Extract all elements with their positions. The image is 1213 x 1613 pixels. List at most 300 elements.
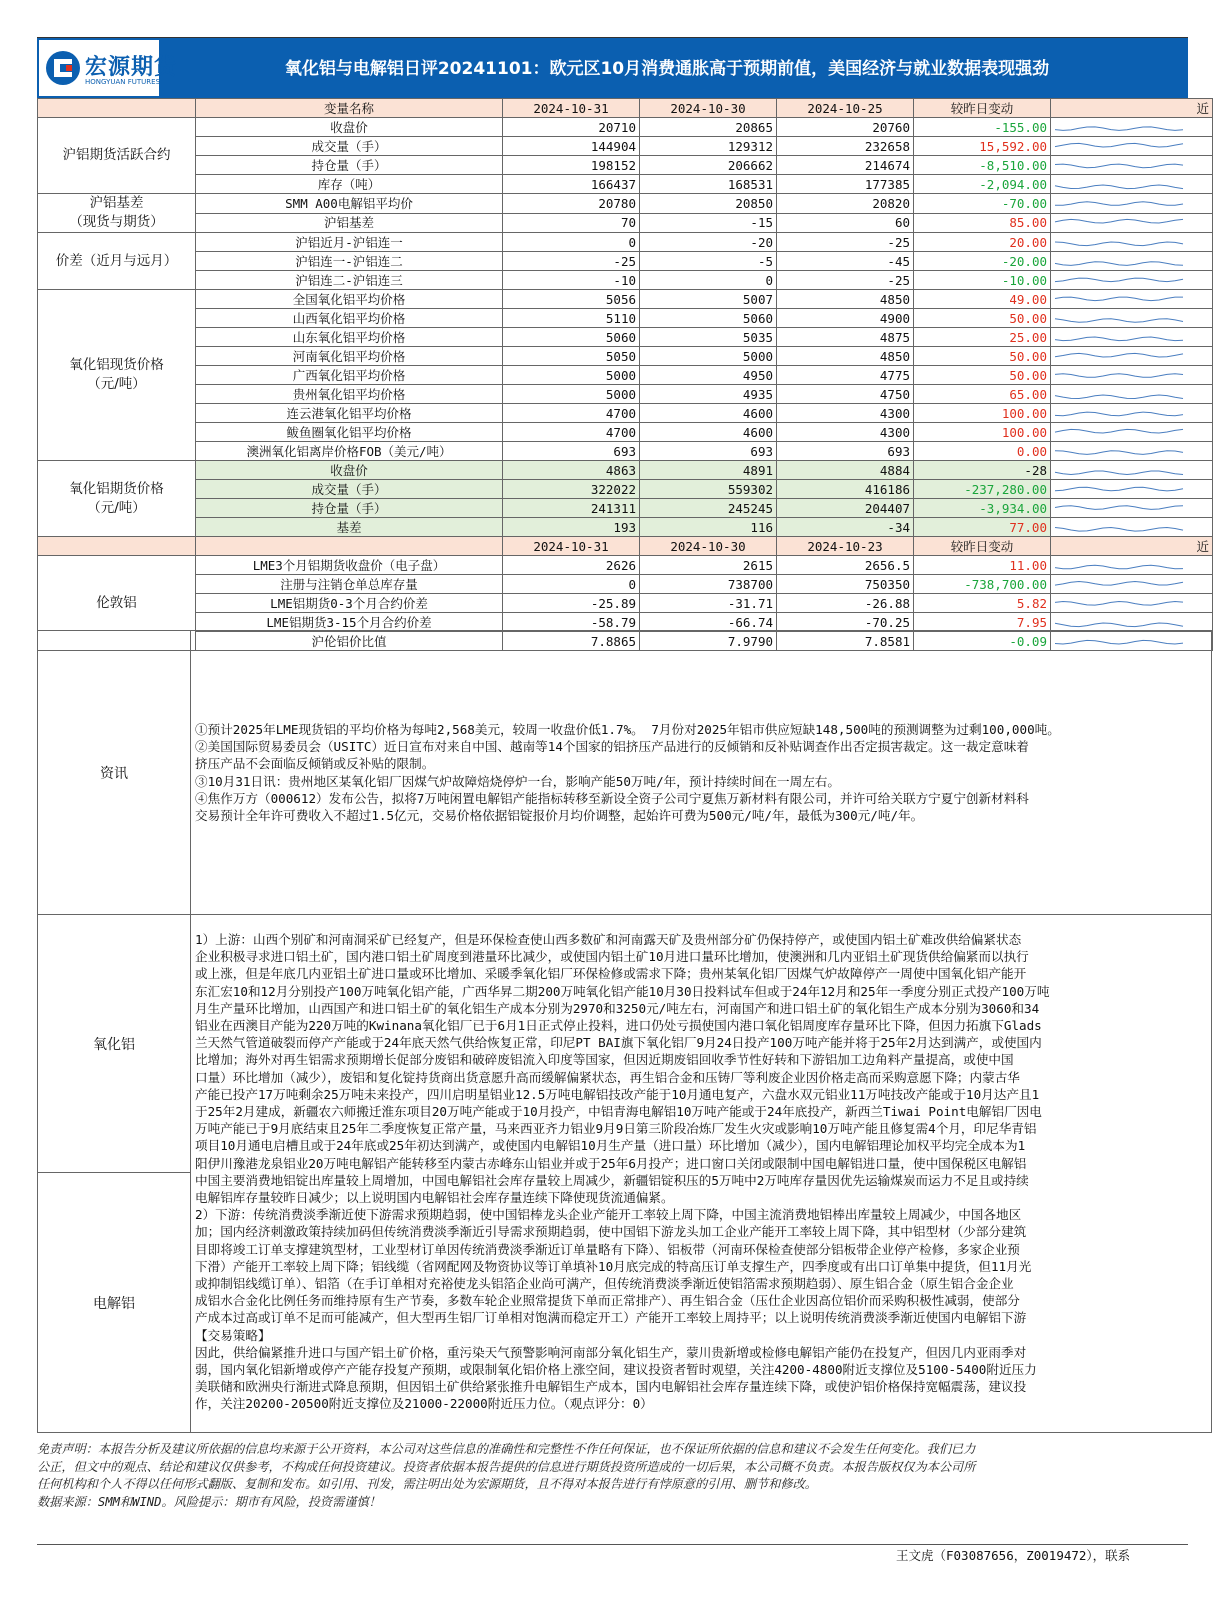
value-date1: 4863 [503, 461, 640, 480]
logo-chinese-name: 宏源期货 [85, 55, 178, 80]
value-date2: -31.71 [640, 594, 777, 613]
change-value: -28 [914, 461, 1051, 480]
alumina-line: 口量）环比增加（减少），废铝和复化锭持货商出货意愿升高而缓解偏紧状态，再生铝合金和压铸厂等利废企业因价格走高而采购意愿下降；内蒙古华 [195, 1069, 1020, 1085]
disclaimer-line: 免责声明：本报告分析及建议所依据的信息均来源于公开资料，本公司对这些信息的准确性和完整性不作任何保证，也不保证所依据的信息和建议不会发生任何变化。我们已力 [37, 1442, 976, 1456]
header-change: 较昨日变动 [914, 99, 1051, 118]
table-row [38, 613, 1213, 632]
sparkline-icon [1051, 253, 1211, 270]
trend-sparkline [1051, 252, 1213, 271]
sparkline-path [1055, 242, 1183, 246]
trend-sparkline [1051, 271, 1213, 290]
aluminium-line: 电解铝库存量较昨日减少；以上说明国内电解铝社会库存量连续下降使现货流通偏紧。 [195, 1190, 674, 1206]
table-row [38, 366, 1213, 385]
alumina-line: 1）上游：山西个别矿和河南洞采矿已经复产，但是环保检查使山西多数矿和河南露天矿及贵州部分矿仍保持停产，或使国内铝土矿难改供给偏紧状态 [195, 932, 1022, 947]
value-date1: -10 [503, 271, 640, 290]
variable-name: LME铝期货3-15个月合约价差 [196, 613, 503, 632]
alumina-line: 比增加；海外对再生铝需求预期增长促部分废铝和破碎废铝流入印度等国家，但因近期废铝回收季节性好转和下游铝加工边角料产量提高，或使中国 [195, 1052, 1014, 1068]
sparkline-icon [1051, 195, 1211, 212]
header-row [38, 99, 1213, 118]
sparkline-path [1055, 261, 1183, 265]
value-date1: -25 [503, 252, 640, 271]
report-title: 氧化铝与电解铝日评20241101：欧元区10月消费通胀高于预期前值，美国经济与就业数据表现强劲 [284, 59, 1050, 79]
sparkline-path [1055, 318, 1183, 322]
sparkline-path [1055, 487, 1183, 491]
value-date3: 7.8581 [777, 632, 914, 651]
header-change: 较昨日变动 [914, 537, 1051, 556]
value-date1: 5050 [503, 347, 640, 366]
value-date1: 241311 [503, 499, 640, 518]
variable-name: 澳洲氧化铝离岸价格FOB（美元/吨） [196, 442, 503, 461]
change-value: 50.00 [914, 366, 1051, 385]
value-date3: -70.25 [777, 613, 914, 632]
header-blank [38, 99, 196, 118]
data-table [37, 98, 1213, 651]
trend-sparkline [1051, 442, 1213, 461]
sparkline-path [1055, 353, 1183, 357]
alumina-line: 项目10月通电启槽且或于24年底或25年初达到满产，或使国内电解铝10月生产量（进口量）环比增加（减少），国内电解铝理论加权平均完全成本为1 [195, 1138, 1026, 1154]
value-date3: 693 [777, 442, 914, 461]
group-label: 沪铝基差 （现货与期货） [38, 194, 196, 233]
trend-sparkline [1051, 404, 1213, 423]
trend-sparkline [1051, 213, 1213, 233]
news-cell [191, 631, 1212, 915]
aluminium-line: 或抑制铝线缆订单）、铝箔（在手订单相对充裕使龙头铝箔企业尚可满产，但传统消费淡季渐近使铝箔需求预期趋弱）、原生铝合金（原生铝合金企业 [195, 1276, 1014, 1292]
alumina-line: 产能已投产17万吨剩余25万吨未来投产，四川启明星铝业12.5万吨电解铝技改产能于10月通电复产，六盘水双元铝业11万吨技改产能或于10月达产且1 [195, 1086, 1040, 1102]
group-label: 伦敦铝 [38, 556, 196, 651]
sparkline-path [1055, 601, 1183, 605]
sparkline-icon [1051, 138, 1211, 155]
disclaimer-line: 公正，但文中的观点、结论和建议仅供参考，不构成任何投资建议。投资者依据本报告提供的信息进行期货投资所造成的一切后果，本公司概不负责。本报告版权仅为本公司所 [37, 1459, 976, 1474]
company-logo [39, 40, 178, 96]
sparkline-path [1055, 429, 1183, 433]
value-date3: 177385 [777, 175, 914, 194]
news-line: ①预计2025年LME现货铝的平均价格为每吨2,568美元，较周一收盘价低1.7%。 7月份对2025年铝市供应短缺148,500吨的预测调整为过剩100,000吨。 [195, 721, 1060, 737]
header-blank [38, 537, 196, 556]
trend-sparkline [1051, 385, 1213, 404]
group-label: 氧化铝现货价格 （元/吨） [38, 290, 196, 461]
sparkline-path [1055, 395, 1183, 399]
change-value: 11.00 [914, 556, 1051, 575]
sparkline-path [1055, 471, 1183, 475]
value-date3: 204407 [777, 499, 914, 518]
value-date1: 0 [503, 233, 640, 252]
aluminium-line: 目即将竣工订单支撑建筑型材，工业型材订单因传统消费淡季渐近订单量略有下降）、铝板带（河南环保检查使部分铝板带企业停产检修，多家企业预 [195, 1241, 1020, 1257]
trend-sparkline [1051, 423, 1213, 442]
sparkline-icon [1051, 157, 1211, 174]
sparkline-icon [1051, 272, 1211, 289]
value-date2: 116 [640, 518, 777, 537]
news-line: ②美国国际贸易委员会（USITC）近日宣布对来自中国、越南等14个国家的铝挤压产品进行的反倾销和反补贴调查作出否定损害裁定。这一裁定意味着 [195, 739, 1029, 755]
disclaimer-line: 数据来源：SMM和WIND。风险提示：期市有风险，投资需谨慎！ [37, 1494, 381, 1509]
value-date1: 70 [503, 213, 640, 233]
table-row [38, 309, 1213, 328]
sparkline-icon [1051, 329, 1211, 346]
trend-sparkline [1051, 480, 1213, 499]
header-variable-name [196, 537, 503, 556]
trend-sparkline [1051, 175, 1213, 194]
value-date2: 4891 [640, 461, 777, 480]
variable-name: 收盘价 [196, 118, 503, 137]
value-date3: 4850 [777, 347, 914, 366]
value-date1: -58.79 [503, 613, 640, 632]
sparkline-icon [1051, 500, 1211, 517]
value-date3: 4300 [777, 423, 914, 442]
value-date3: -25 [777, 233, 914, 252]
value-date2: 20865 [640, 118, 777, 137]
value-date3: 4300 [777, 404, 914, 423]
value-date1: 5060 [503, 328, 640, 347]
value-date2: 20850 [640, 194, 777, 214]
table-row [38, 461, 1213, 480]
value-date3: 4900 [777, 309, 914, 328]
table-row [38, 118, 1213, 137]
value-date3: 4884 [777, 461, 914, 480]
sparkline-icon [1051, 424, 1211, 441]
change-value: 49.00 [914, 290, 1051, 309]
change-value: 20.00 [914, 233, 1051, 252]
change-value: -155.00 [914, 118, 1051, 137]
sparkline-icon [1051, 405, 1211, 422]
sparkline-path [1055, 278, 1183, 282]
variable-name: 全国氧化铝平均价格 [196, 290, 503, 309]
value-date1: -25.89 [503, 594, 640, 613]
alumina-line: 或上涨，但是年底几内亚铝土矿进口量或环比增加、采暖季氧化铝厂环保检修或需求下降；贵州某氧化铝厂因煤气炉故障停产一周使中国氧化铝产能开 [195, 966, 1027, 982]
sparkline-icon [1051, 310, 1211, 327]
table-row [38, 442, 1213, 461]
value-date1: 4700 [503, 423, 640, 442]
value-date1: 2626 [503, 556, 640, 575]
table-row [38, 213, 1213, 233]
sparkline-icon [1051, 348, 1211, 365]
footer-rule [37, 1544, 1188, 1545]
value-date1: 198152 [503, 156, 640, 175]
table-row [38, 480, 1213, 499]
alumina-line: 兰天然气管道破裂而停产产能或于24年底天然气供给恢复正常，印尼PT BAI旗下氧化铝厂9月24日投产100万吨产能并将于25年2月达到满产，或使国内 [195, 1035, 1042, 1051]
variable-name: 沪铝连一-沪铝连二 [196, 252, 503, 271]
value-date2: 4600 [640, 423, 777, 442]
value-date1: 5000 [503, 385, 640, 404]
trend-sparkline [1051, 347, 1213, 366]
trend-sparkline [1051, 556, 1213, 575]
aluminium-line: 因此，供给偏紧推升进口与国产铝土矿价格，重污染天气预警影响河南部分氧化铝生产，蒙川贵新增或检修电解铝产能仍在投复产，但因几内亚雨季对 [195, 1344, 1027, 1360]
trend-sparkline [1051, 461, 1213, 480]
logo-english-name: HONGYUAN FUTURES [85, 78, 161, 86]
sparkline-path [1055, 297, 1183, 301]
variable-name: 基差 [196, 518, 503, 537]
sparkline-path [1055, 337, 1183, 341]
value-date1: 20780 [503, 194, 640, 214]
trend-sparkline [1051, 137, 1213, 156]
value-date2: 245245 [640, 499, 777, 518]
sparkline-icon [1051, 462, 1211, 479]
change-value: -20.00 [914, 252, 1051, 271]
table-row [38, 194, 1213, 214]
trend-sparkline [1051, 328, 1213, 347]
trend-sparkline [1051, 366, 1213, 385]
value-date2: 129312 [640, 137, 777, 156]
aluminium-line: 产成本过高或订单不足而可能减产，但大型再生铝厂订单相对饱满而稳定开工）产能开工率较上周持平；以上说明传统消费淡季渐近使国内电解铝下游 [195, 1310, 1027, 1326]
alumina-line: 万吨产能已于9月底结束且25年二季度恢复正常产量，马来西亚齐力铝业9月9日第三阶段冶炼厂发生火灾或影响10万吨产能且修复需4个月，印尼华青铝 [195, 1121, 1037, 1137]
change-value: 25.00 [914, 328, 1051, 347]
table-row [38, 156, 1213, 175]
variable-name: 山西氧化铝平均价格 [196, 309, 503, 328]
value-date3: 214674 [777, 156, 914, 175]
news-line: 挤压产品不会面临反倾销或反补贴的限制。 [195, 756, 435, 772]
sparkline-icon [1051, 481, 1211, 498]
variable-name: 沪铝基差 [196, 213, 503, 233]
value-date3: 750350 [777, 575, 914, 594]
trend-sparkline [1051, 233, 1213, 252]
variable-name: 库存（吨） [196, 175, 503, 194]
sparkline-path [1055, 126, 1183, 129]
alumina-line: 月生产量环比增加，山西国产和进口铝土矿的氧化铝生产成本分别为2970和3250元/吨左右，河南国产和进口铝土矿的氧化铝生产成本分别为3060和34 [195, 1000, 1040, 1016]
group-label: 价差（近月与远月） [38, 233, 196, 290]
sparkline-path [1055, 450, 1183, 454]
aluminium-line: 中国主要消费地铝锭出库量较上周增加，中国电解铝社会库存量较上周减少，新疆铝锭积压的5万吨中2万吨库存量因优先运输煤炭而运力不足且或持续 [195, 1172, 1029, 1188]
change-value: 65.00 [914, 385, 1051, 404]
header-date: 2024-10-30 [640, 537, 777, 556]
aluminium-label: 电解铝 [38, 1173, 191, 1433]
variable-name: 广西氧化铝平均价格 [196, 366, 503, 385]
analysis-text [192, 931, 1213, 1413]
sparkline-path [1055, 581, 1183, 585]
sparkline-icon [1051, 614, 1211, 631]
header-variable-name: 变量名称 [196, 99, 503, 118]
change-value: 100.00 [914, 423, 1051, 442]
sparkline-icon [1051, 519, 1211, 536]
table-row [38, 137, 1213, 156]
value-date3: 232658 [777, 137, 914, 156]
variable-name: 鲅鱼圈氧化铝平均价格 [196, 423, 503, 442]
value-date1: 693 [503, 442, 640, 461]
value-date1: 5110 [503, 309, 640, 328]
change-value: 15,592.00 [914, 137, 1051, 156]
news-line: ④焦作万方（000612）发布公告，拟将7万吨闲置电解铝产能指标转移至新设全资子公司宁夏焦万新材料有限公司，并许可给关联方宁夏宁创新材料科 [195, 790, 1029, 806]
trend-sparkline [1051, 594, 1213, 613]
change-value: 0.00 [914, 442, 1051, 461]
table-row [38, 575, 1213, 594]
value-date3: 20760 [777, 118, 914, 137]
variable-name: 贵州氧化铝平均价格 [196, 385, 503, 404]
sparkline-icon [1051, 234, 1211, 251]
change-value: -70.00 [914, 194, 1051, 214]
trend-sparkline [1051, 156, 1213, 175]
table-row [38, 404, 1213, 423]
value-date2: 738700 [640, 575, 777, 594]
variable-name: LME3个月铝期货收盘价（电子盘） [196, 556, 503, 575]
sparkline-path [1055, 623, 1183, 627]
value-date3: -45 [777, 252, 914, 271]
table-row [38, 290, 1213, 309]
sparkline-path [1055, 505, 1183, 509]
table-row [38, 175, 1213, 194]
value-date1: 5000 [503, 366, 640, 385]
table-row [38, 252, 1213, 271]
report-header [37, 37, 1188, 98]
commentary-table [37, 630, 1212, 1433]
value-date2: 7.9790 [640, 632, 777, 651]
company-logo-icon [44, 45, 82, 91]
aluminium-line: 下滑）产能开工率较上周下降；铝线缆（省网配网及物资协议等订单填补10月底完成的特高压订单支撑生产，四季度或有出口订单集中提货，但11月光 [195, 1258, 1032, 1274]
sparkline-icon [1051, 367, 1211, 384]
header-date: 2024-10-31 [503, 99, 640, 118]
value-date1: 4700 [503, 404, 640, 423]
header-trend: 近 [1051, 99, 1213, 118]
sparkline-icon [1051, 291, 1211, 308]
table-row [38, 594, 1213, 613]
variable-name: SMM A00电解铝平均价 [196, 194, 503, 214]
alumina-line: 企业积极寻求进口铝土矿，国内港口铝土矿周度到港量环比减少，或使国内铝土矿10月进口量环比增加，使澳洲和几内亚铝土矿现货供给偏紧而以执行 [195, 949, 1029, 965]
value-date2: -15 [640, 213, 777, 233]
table-row [38, 499, 1213, 518]
news-line: ③10月31日讯：贵州地区某氧化铝厂因煤气炉故障焙烧停炉一台，影响产能50万吨/年，预计持续时间在一周左右。 [195, 773, 840, 789]
aluminium-line: 2）下游：传统消费淡季渐近使下游需求预期趋弱，使中国铝棒龙头企业产能开工率较上周下降，中国主流消费地铝棒出库量较上周减少，中国各地区 [195, 1207, 1022, 1223]
value-date1: 20710 [503, 118, 640, 137]
variable-name: 持仓量（手） [196, 499, 503, 518]
value-date2: -5 [640, 252, 777, 271]
sparkline-icon [1051, 386, 1211, 403]
group-label: 沪铝期货活跃合约 [38, 118, 196, 194]
table-row [38, 271, 1213, 290]
sparkline-path [1055, 373, 1183, 377]
value-date2: 4600 [640, 404, 777, 423]
value-date2: 0 [640, 271, 777, 290]
header-row [38, 537, 1213, 556]
value-date2: 559302 [640, 480, 777, 499]
value-date1: 7.8865 [503, 632, 640, 651]
value-date3: -34 [777, 518, 914, 537]
value-date3: 4775 [777, 366, 914, 385]
analysis-cell [191, 915, 1212, 1433]
table-row [38, 423, 1213, 442]
variable-name: 持仓量（手） [196, 156, 503, 175]
value-date2: 5035 [640, 328, 777, 347]
header-date: 2024-10-31 [503, 537, 640, 556]
value-date2: -66.74 [640, 613, 777, 632]
sparkline-path [1055, 220, 1183, 224]
table-row [38, 233, 1213, 252]
disclaimer [37, 1441, 1188, 1511]
value-date2: 4935 [640, 385, 777, 404]
variable-name: LME铝期货0-3个月合约价差 [196, 594, 503, 613]
aluminium-line: 美联储和欧洲央行渐进式降息预期，但因铝土矿供给紧张推升电解铝生产成本，国内电解铝社会库存量连续下降，或使沪铝价格保持宽幅震荡，建议投 [195, 1379, 1027, 1395]
sparkline-icon [1051, 576, 1211, 593]
aluminium-line: 弱，国内氧化铝新增或停产产能存投复产预期，或限制氧化铝价格上涨空间，建议投资者暂时观望，关注4200-4800附近支撑位及5100-5400附近压力 [195, 1362, 1037, 1378]
trend-sparkline [1051, 194, 1213, 214]
value-date1: 0 [503, 575, 640, 594]
header-date: 2024-10-25 [777, 99, 914, 118]
news-line: 交易预计全年许可费收入不超过1.5亿元，交易价格依据铝锭报价月均价调整，起始许可费为500元/吨/年，最低为300元/吨/年。 [195, 807, 924, 823]
change-value: -237,280.00 [914, 480, 1051, 499]
header-trend: 近 [1051, 537, 1213, 556]
news-label: 资讯 [38, 631, 191, 915]
value-date2: 5007 [640, 290, 777, 309]
value-date3: 4875 [777, 328, 914, 347]
sparkline-path [1055, 202, 1183, 206]
change-value: 50.00 [914, 347, 1051, 366]
value-date2: 5060 [640, 309, 777, 328]
aluminium-line: 成铝水合金化比例任务而维持原有生产节奏，多数车轮企业照常提货下单而正常排产）、再生铝合金（压仕企业因高位铝价而采购积极性减弱，使部分 [195, 1293, 1020, 1309]
sparkline-icon [1051, 443, 1211, 460]
variable-name: 沪铝连二-沪铝连三 [196, 271, 503, 290]
trend-sparkline [1051, 518, 1213, 537]
variable-name: 收盘价 [196, 461, 503, 480]
variable-name: 河南氧化铝平均价格 [196, 347, 503, 366]
alumina-line: 铝业在西澳目产能为220万吨的Kwinana氧化铝厂已于6月1日正式停止投料，进口仍处亏损使国内港口氧化铝周度库存量环比下降，但因力拓旗下Glads [195, 1018, 1042, 1034]
header-date: 2024-10-23 [777, 537, 914, 556]
value-date3: 416186 [777, 480, 914, 499]
value-date2: 693 [640, 442, 777, 461]
change-value: -0.09 [914, 632, 1051, 651]
trend-sparkline [1051, 290, 1213, 309]
value-date3: 4750 [777, 385, 914, 404]
change-value: 7.95 [914, 613, 1051, 632]
sparkline-icon [1051, 176, 1211, 193]
value-date3: 20820 [777, 194, 914, 214]
change-value: -3,934.00 [914, 499, 1051, 518]
trend-sparkline [1051, 309, 1213, 328]
sparkline-icon [1051, 214, 1211, 231]
aluminium-line: 加；国内经济刺激政策持续加码但传统消费淡季渐近引导需求预期趋弱，使中国铝下游龙头加工企业产能开工率较上周下降，其中铝型材（少部分建筑 [195, 1224, 1027, 1240]
value-date1: 193 [503, 518, 640, 537]
trend-sparkline [1051, 118, 1213, 137]
change-value: -738,700.00 [914, 575, 1051, 594]
value-date1: 144904 [503, 137, 640, 156]
table-row [38, 385, 1213, 404]
value-date2: 2615 [640, 556, 777, 575]
change-value: 50.00 [914, 309, 1051, 328]
value-date3: 4850 [777, 290, 914, 309]
trend-sparkline [1051, 613, 1213, 632]
change-value: -8,510.00 [914, 156, 1051, 175]
header-date: 2024-10-30 [640, 99, 777, 118]
variable-name: 成交量（手） [196, 480, 503, 499]
variable-name: 沪铝近月-沪铝连一 [196, 233, 503, 252]
value-date2: -20 [640, 233, 777, 252]
alumina-line: 于25年2月建成，新疆农六师搬迁淮东项目20万吨产能或于10月投产，中铝青海电解铝10万吨产能或于24年底投产，新西兰Tiwai Point电解铝厂因电 [195, 1104, 1042, 1120]
sparkline-path [1055, 412, 1183, 416]
group-label: 氧化铝期货价格 （元/吨） [38, 461, 196, 537]
value-date2: 206662 [640, 156, 777, 175]
variable-name: 成交量（手） [196, 137, 503, 156]
value-date3: -25 [777, 271, 914, 290]
alumina-label: 氧化铝 [38, 915, 191, 1173]
sparkline-icon [1051, 557, 1211, 574]
value-date2: 4950 [640, 366, 777, 385]
variable-name: 沪伦铝价比值 [196, 632, 503, 651]
variable-name: 连云港氧化铝平均价格 [196, 404, 503, 423]
sparkline-path [1055, 164, 1183, 168]
value-date1: 322022 [503, 480, 640, 499]
aluminium-line: 【交易策略】 [195, 1327, 271, 1343]
value-date2: 5000 [640, 347, 777, 366]
value-date1: 5056 [503, 290, 640, 309]
table-row [38, 518, 1213, 537]
trend-sparkline [1051, 499, 1213, 518]
change-value: -2,094.00 [914, 175, 1051, 194]
change-value: 77.00 [914, 518, 1051, 537]
change-value: 100.00 [914, 404, 1051, 423]
disclaimer-line: 任何机构和个人不得以任何形式翻版、复制和发布。如引用、刊发，需注明出处为宏源期货，且不得对本报告进行有悖原意的引用、删节和修改。 [37, 1477, 817, 1491]
variable-name: 山东氧化铝平均价格 [196, 328, 503, 347]
author-line: 王文虎（F03087656，Z0019472），联系 [896, 1548, 1131, 1563]
value-date3: 2656.5 [777, 556, 914, 575]
alumina-line: 东汇宏10和12月分别投产100万吨氧化铝产能，广西华昇二期200万吨氧化铝产能10月30日投料试车但或于24年12月和25年一季度分别正式投产100万吨 [195, 983, 1050, 999]
value-date1: 166437 [503, 175, 640, 194]
trend-sparkline [1051, 575, 1213, 594]
sparkline-path [1055, 565, 1183, 569]
sparkline-path [1055, 185, 1183, 189]
